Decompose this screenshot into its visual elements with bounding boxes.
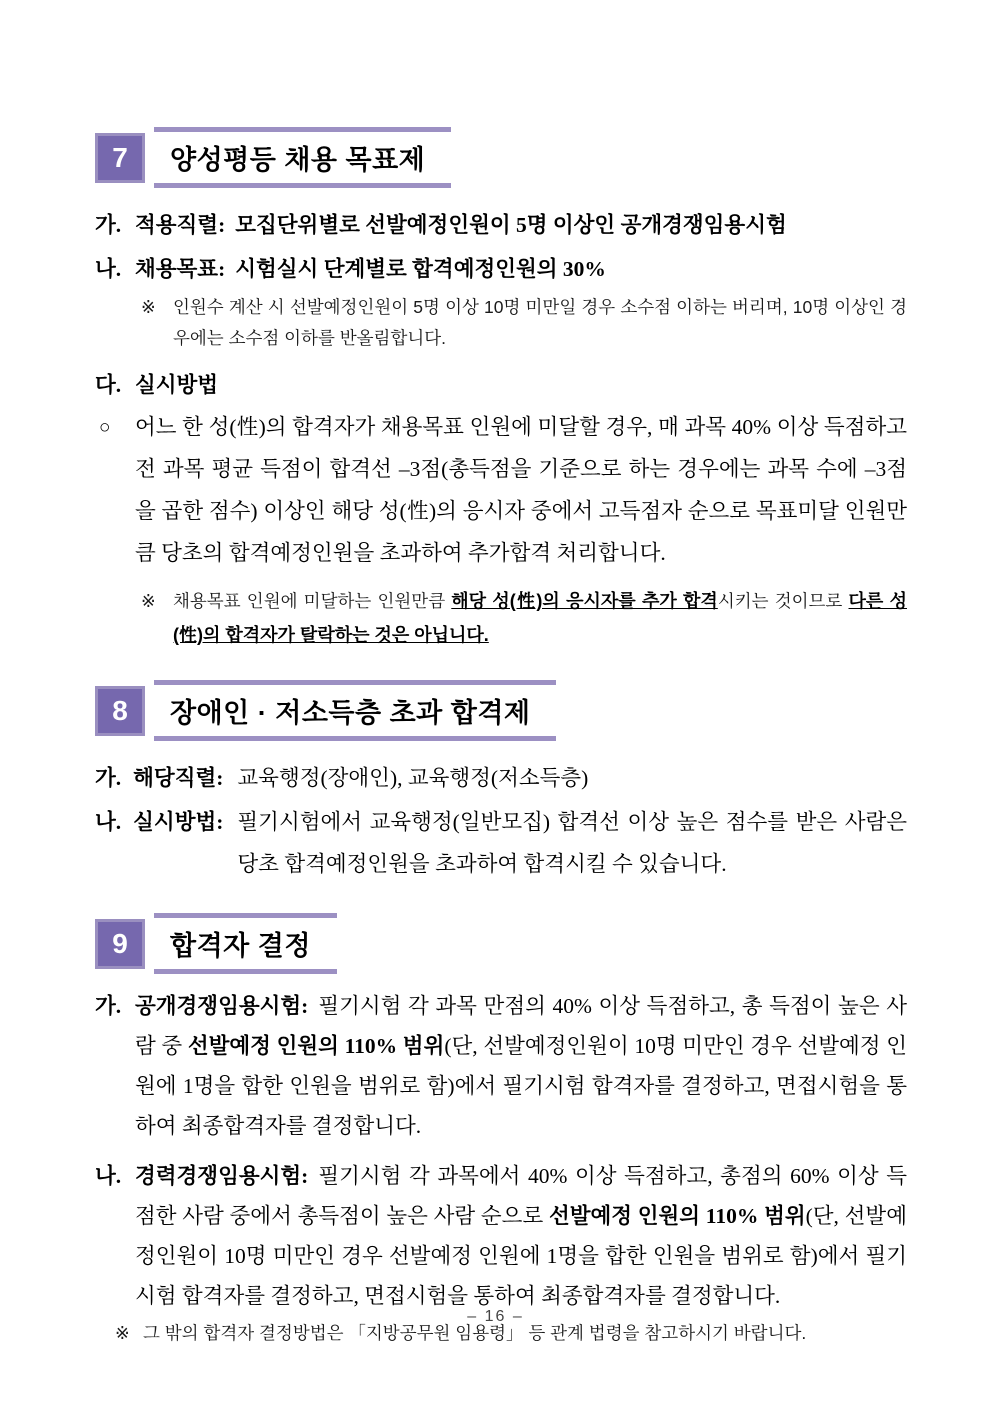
s8-item-na [95,801,907,885]
s7-method-paragraph-text: 어느 한 성(性)의 합격자가 채용목표 인원에 미달할 경우, 매 과목 40% 이상 득점하고 전 과목 평균 득점이 합격선 –3점(총득점을 기준으로 하는 경우에는 과목 수에 –3점을 곱한 점수) 이상인 해당 성(性)의 응시자 중에서 고득점자 순으로 목표미달 인원만큼 당초의 합격예정인원을 초과하여 추가합격 처리합니다. [135,415,907,565]
s7-item-ga-text: 모집단위별로 선발예정인원이 5명 이상인 공개경쟁임용시험 [235,213,787,237]
s7-item-da-label: 다. [95,373,122,397]
s8-item-ga-head [95,757,223,799]
s9-item-na-label: 나. [95,1164,122,1188]
section-7-number-badge: 7 [95,133,145,183]
s9-item-ga-bold: 선발예정 인원의 110% 범위 [187,1034,445,1058]
circle-bullet-icon: ○ [99,417,111,438]
s8-item-ga-text: 교육행정(장애인), 교육행정(저소득층) [237,766,589,790]
s7-item-na [95,248,907,290]
s9-item-ga-post: (단, 선발예정인원이 10명 미만인 경우 선발예정 인원에 1명을 합한 인원을 범위로 함)에서 필기시험 합격자를 결정하고, 면접시험을 통하여 최종합격자를 결정합니다. [135,1034,907,1138]
reference-mark: ※ [141,591,156,611]
s7-note-additional-pass [95,584,907,652]
s8-item-ga [95,757,907,799]
section-8-title: 장애인 · 저소득층 초과 합격제 [154,680,556,741]
s8-item-na-text: 필기시험에서 교육행정(일반모집) 합격선 이상 높은 점수를 받은 사람은 당초 합격예정인원을 초과하여 합격시킬 수 있습니다. [237,810,907,876]
section-9-number-badge: 9 [95,919,145,969]
s7-note2-pre: 채용목표 인원에 미달하는 인원만큼 [173,591,452,611]
reference-mark: ※ [141,297,156,317]
section-7-title: 양성평등 채용 목표제 [154,127,451,188]
section-9-header [95,913,907,974]
s8-item-ga-label: 가. [95,766,122,790]
s9-item-ga-pre: 필기시험 각 과목 만점의 40% 이상 득점하고, 총 득점이 높은 사람 중 [135,994,907,1058]
s7-note-count-rounding [95,292,907,354]
s7-item-ga-label: 가. [95,213,122,237]
s7-item-ga [95,204,907,246]
s7-item-ga-title: 적용직렬: [135,213,226,237]
section-9-title: 합격자 결정 [154,913,337,974]
page-number: – 16 – [467,1308,524,1325]
s9-item-na-post: (단, 선발예정인원이 10명 미만인 경우 선발예정 인원에 1명을 합한 인원을 범위로 함)에서 필기시험 합격자를 결정하고, 면접시험을 통하여 최종합격자를 결정합니다. [135,1204,907,1308]
s9-item-na-pre: 필기시험 각 과목에서 40% 이상 득점하고, 총점의 60% 이상 득점한 사람 중에서 총득점이 높은 사람 순으로 [135,1164,907,1228]
s8-item-ga-title: 해당직렬: [133,766,224,790]
section-8 [95,680,907,885]
s9-item-na-bold: 선발예정 인원의 110% 범위 [548,1204,806,1228]
s7-item-da-title: 실시방법 [135,373,219,397]
s7-note-count-rounding-text: 인원수 계산 시 선발예정인원이 5명 이상 10명 미만일 경우 소수점 이하는 버리며, 10명 이상인 경우에는 소수점 이하를 반올림합니다. [173,297,907,348]
section-9 [95,913,907,1349]
s9-item-na [95,1156,907,1316]
s7-note2-bold-1: 해당 성(性)의 응시자를 추가 합격 [451,591,718,611]
s8-item-na-head [95,801,223,885]
s7-item-na-label: 나. [95,257,122,281]
s9-item-ga-label: 가. [95,994,122,1018]
document-page [95,127,907,1349]
s9-item-na-title: 경력경쟁임용시험: [135,1164,309,1188]
s8-item-na-title: 실시방법: [133,810,224,834]
s9-item-ga [95,986,907,1146]
section-8-header [95,680,907,741]
s7-item-da [95,364,907,406]
section-8-number-badge: 8 [95,686,145,736]
s9-item-ga-title: 공개경쟁임용시험: [135,994,309,1018]
s7-item-na-text: 시험실시 단계별로 합격예정인원의 30% [235,257,606,281]
s7-note2-mid: 시키는 것이므로 [717,591,849,611]
s8-item-na-label: 나. [95,810,122,834]
s7-method-paragraph [95,406,907,574]
s9-note-related-law-text: 그 밖의 합격자 결정방법은 「지방공무원 임용령」 등 관계 법령을 참고하시기 바랍니다. [143,1323,807,1343]
s7-note2-bold-2: 다른 성(性)의 합격자가 탈락하는 것은 아닙니다. [173,591,907,645]
s7-item-na-title: 채용목표: [135,257,226,281]
section-7-header [95,127,907,188]
section-7 [95,127,907,652]
reference-mark: ※ [115,1323,130,1343]
